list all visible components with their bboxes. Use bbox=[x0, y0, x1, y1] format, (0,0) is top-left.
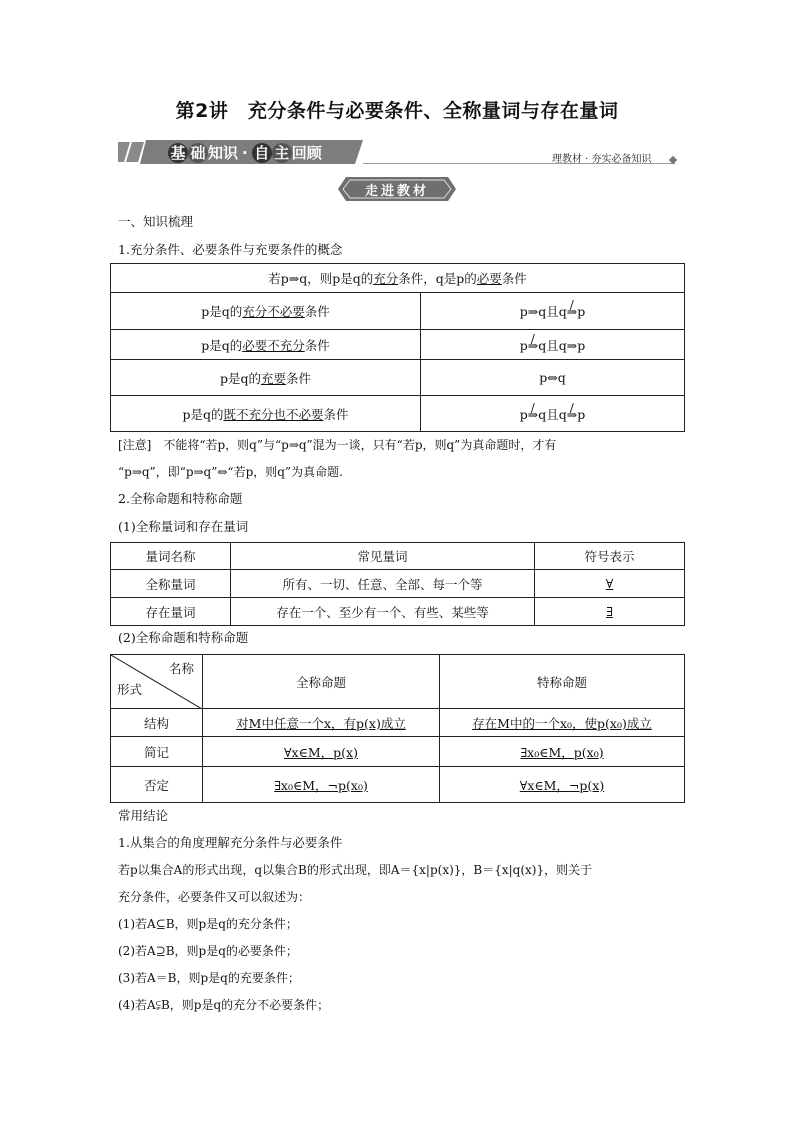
banner-char-zi: 自 bbox=[252, 143, 272, 163]
cell-symbol: ∀ bbox=[605, 576, 614, 591]
header-text-a: 若p⇒q，则p是q的 bbox=[268, 271, 374, 286]
table-row bbox=[111, 570, 685, 598]
table-header-row bbox=[111, 655, 685, 709]
cell-text: p是q的 bbox=[182, 406, 224, 422]
table-row bbox=[111, 330, 685, 360]
header-text-b: 充分 bbox=[373, 271, 399, 286]
cell-text: p bbox=[519, 337, 528, 353]
cell-text: 对M中任意一个x，有p(x)成立 bbox=[236, 715, 406, 731]
cell-text: 条件 bbox=[323, 406, 349, 422]
table-row bbox=[111, 360, 685, 396]
cell-text: p是q的 bbox=[201, 337, 243, 353]
column-header: 全称命题 bbox=[203, 655, 440, 709]
cell-text: 条件 bbox=[304, 304, 330, 319]
banner-zhishi: 知识 bbox=[208, 144, 239, 162]
column-header: 量词名称 bbox=[111, 543, 231, 570]
conclusion-text: 充分条件，必要条件又可以叙述为： bbox=[118, 890, 311, 904]
column-header: 特称命题 bbox=[440, 655, 685, 709]
cell-text: 全称量词 bbox=[111, 570, 231, 598]
cell-underline: 必要不充分 bbox=[242, 337, 305, 353]
cell-text: ∀x∈M，p(x) bbox=[284, 744, 358, 760]
cell-text: p bbox=[519, 406, 528, 422]
proposition-table bbox=[110, 654, 685, 803]
cell-underline: 充分不必要 bbox=[242, 304, 305, 319]
conclusion-heading: 常用结论 bbox=[118, 808, 169, 823]
cell-text: p⇒q且q bbox=[519, 304, 567, 319]
badge-label: 走进教材 bbox=[364, 184, 429, 199]
cell-underline: 既不充分也不必要 bbox=[223, 406, 324, 422]
cell-text: q且q⇒p bbox=[538, 337, 586, 353]
quantifier-table bbox=[110, 542, 685, 626]
row-label: 结构 bbox=[111, 709, 203, 737]
note-line-1: [注意] 不能将“若p，则q”与“p⇒q”混为一谈，只有“若p，则q”为真命题时，才有 bbox=[118, 438, 557, 452]
row-label: 否定 bbox=[111, 767, 203, 803]
table-row bbox=[111, 709, 685, 737]
banner-dot: · bbox=[242, 144, 248, 162]
conclusion-text: (4)若A⫋B，则p是q的充分不必要条件； bbox=[118, 998, 330, 1012]
header-text-c: 条件，q是p的 bbox=[398, 271, 477, 286]
corner-top-label: 名称 bbox=[168, 661, 194, 676]
corner-bottom-label: 形式 bbox=[117, 682, 143, 697]
item-heading-1: 1.充分条件、必要条件与充要条件的概念 bbox=[118, 242, 343, 257]
row-label: 简记 bbox=[111, 737, 203, 767]
cell-text: 存在M中的一个x₀，使p(x₀)成立 bbox=[472, 715, 652, 731]
cell-text: q且q bbox=[538, 406, 567, 422]
column-header: 符号表示 bbox=[535, 543, 685, 570]
cell-underline: 充要 bbox=[260, 370, 286, 386]
table-header bbox=[111, 264, 685, 293]
section-heading: 一、知识梳理 bbox=[118, 214, 194, 229]
cell-text: ∃x₀∈M，¬p(x₀) bbox=[274, 777, 368, 793]
table-row bbox=[111, 767, 685, 803]
not-implies-symbol: ⇒ / bbox=[528, 407, 538, 422]
item-heading-2: 2.全称命题和特称命题 bbox=[118, 491, 243, 506]
cell-text: ∀x∈M，¬p(x) bbox=[519, 777, 605, 793]
banner-huigu: 回顾 bbox=[291, 144, 322, 162]
banner-title bbox=[168, 142, 322, 163]
conclusion-text: (1)若A⊆B，则p是q的充分条件； bbox=[118, 917, 298, 931]
conclusion-item-1: 1.从集合的角度理解充分条件与必要条件 bbox=[118, 835, 343, 850]
cell-symbol: ∃ bbox=[606, 604, 613, 619]
banner-subtitle: 理教材 · 夯实必备知识 bbox=[552, 154, 652, 165]
table-header-row bbox=[111, 543, 685, 570]
not-implies-symbol: ⇒ / bbox=[528, 338, 538, 353]
table-row bbox=[111, 598, 685, 626]
cell-text: 存在量词 bbox=[111, 598, 231, 626]
cell-text: p是q的 bbox=[201, 304, 243, 319]
cell-text: p bbox=[577, 304, 586, 319]
not-implies-symbol: ⇒ / bbox=[567, 304, 577, 319]
page-title: 第2讲 充分条件与必要条件、全称量词与存在量词 bbox=[175, 100, 619, 122]
banner-char-ji: 基 bbox=[168, 143, 188, 163]
not-implies-symbol: ⇒ / bbox=[567, 407, 577, 422]
sub-heading-2: (2)全称命题和特称命题 bbox=[118, 630, 249, 645]
conclusion-text: 若p以集合A的形式出现，q以集合B的形式出现，即A＝{x|p(x)}，B＝{x|q(x)}，则关于 bbox=[118, 863, 593, 877]
cell-text: 条件 bbox=[304, 337, 330, 353]
column-header: 常见量词 bbox=[231, 543, 535, 570]
table-row bbox=[111, 396, 685, 432]
conditions-table bbox=[110, 263, 685, 432]
table-row bbox=[111, 293, 685, 330]
header-text-d: 必要 bbox=[476, 271, 502, 286]
cell-text: p bbox=[577, 406, 586, 422]
banner-char-zhu: 主 bbox=[272, 143, 292, 163]
note-line-2: “p⇒q”，即“p⇒q”⇔“若p，则q”为真命题. bbox=[118, 465, 343, 479]
sub-heading-1: (1)全称量词和存在量词 bbox=[118, 519, 249, 534]
cell-text: p是q的 bbox=[219, 370, 261, 386]
conclusion-text: (3)若A＝B，则p是q的充要条件； bbox=[118, 971, 300, 985]
header-text-e: 条件 bbox=[501, 271, 527, 286]
table-row bbox=[111, 737, 685, 767]
cell-text: ∃x₀∈M，p(x₀) bbox=[520, 744, 604, 760]
corner-cell bbox=[111, 655, 203, 709]
cell-text: 存在一个、至少有一个、有些、某些等 bbox=[231, 598, 535, 626]
cell-text: 所有、一切、任意、全部、每一个等 bbox=[231, 570, 535, 598]
conclusion-text: (2)若A⊇B，则p是q的必要条件； bbox=[118, 944, 298, 958]
banner-char-chu: 础 bbox=[188, 143, 208, 163]
cell-text: p⇔q bbox=[539, 370, 566, 385]
cell-text: 条件 bbox=[286, 370, 312, 386]
